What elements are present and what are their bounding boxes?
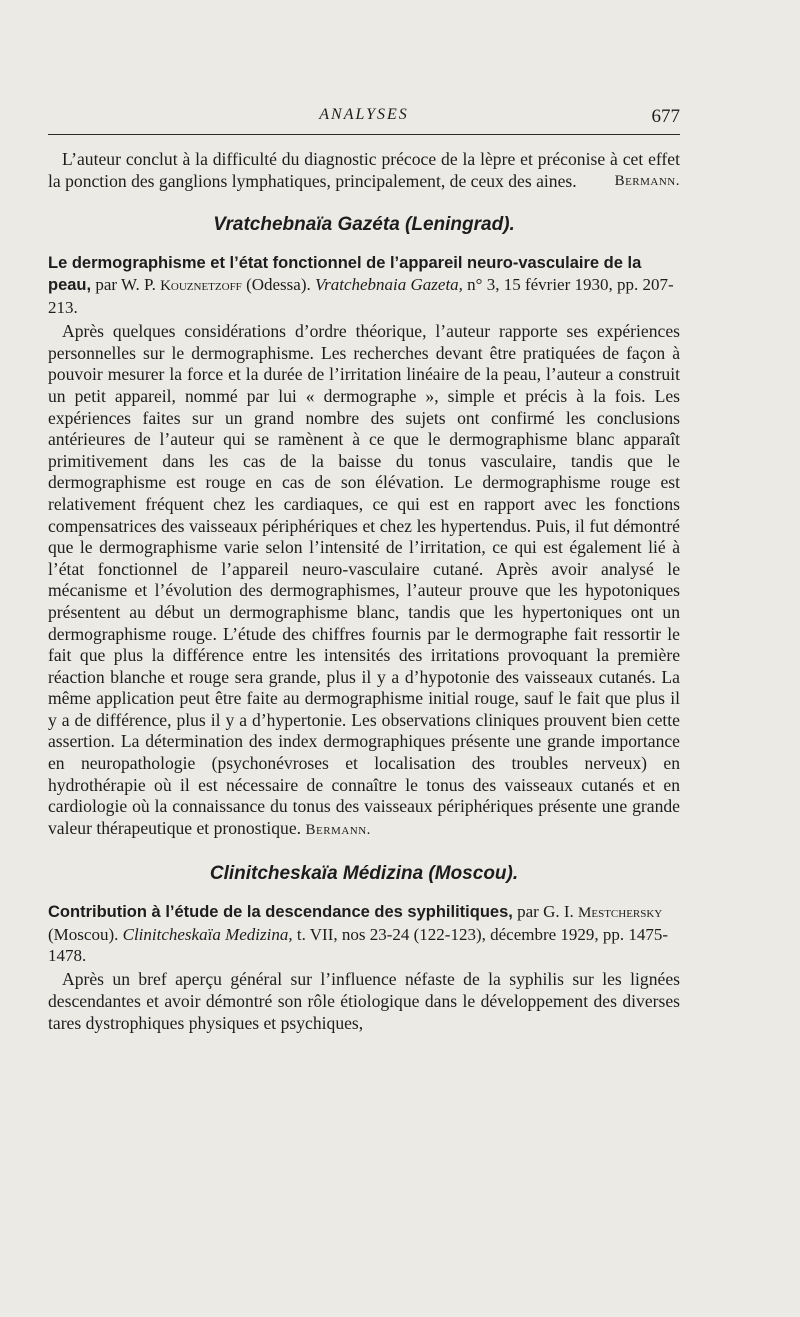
body-text: Après quelques considérations d’ordre théorique, l’auteur rapporte ses expériences personnelles sur le dermographisme. Les recherches devant être pratiquées de façon à pouvoir mesurer la force et la durée de l’irritation linéaire de la peau, l’auteur a construit un petit appareil, nommé par lui « dermographe », simple et précis à la fois. Les expériences faites sur un grand nombre des sujets ont confirmé les conclusions antérieures de l’auteur qui se ramènent à ce que le dermographisme blanc apparaît primitivement dans les cas de la baisse du tonus vasculaire, tandis que le dermographisme est rouge en cas de son élévation. Le dermographisme rouge est relativement fréquent chez les cardiaques, ce qui est en rapport avec les fonctions compensatrices des vaisseaux périphériques et chez les hypertendus. Puis, il fut démontré que le dermographisme varie selon l’intensité de l’irritation, ce qui est également lié à l’état fonctionnel de l’appareil neuro-vasculaire cutané. Après avoir analysé le mécanisme et l’évolution des dermographismes, l’auteur prouve que les hypotoniques présentent au début un dermographisme blanc, tandis que les hypertoniques ont un dermographisme rouge. L’étude des chiffres fournis par le dermographe fait ressortir le fait que plus la différence entre les intensités des irritations provoquant la première réaction blanche et rouge sera grande, plus il y a d’hypotonie des vaisseaux cutanés. La même application peut être faite au dermographisme initial rouge, sauf le fait que plus il y a de différence, plus il y a d’hypertonie. Les observations cliniques prouvent bien cette assertion. La détermination des index dermographiques présente une grande importance en neuropathologie (psychonévroses et localisation des troubles nerveux) en hydrothérapie où il est nécessaire de connaître le tonus des vaisseaux cutanés et en cardiologie où la connaissance du tonus des vaisseaux périphériques présente une grande valeur thérapeutique et pronostique.	[48, 321, 680, 838]
intro-signature: Bermann.	[614, 172, 680, 189]
article-by: par G. I.	[517, 902, 574, 922]
article-header-dermographisme	[48, 252, 680, 318]
intro-text: L’auteur conclut à la difficulté du diagnostic précoce de la lèpre et préconise à cet effet la ponction des ganglions lymphatiques, principalement, de ceux des aines.	[48, 149, 680, 191]
article-citation: n° 3, 15 février 1930, pp. 207-213.	[48, 275, 674, 318]
article-title: Le dermographisme et l’état fonctionnel de l’appareil neuro-vasculaire de la peau,	[48, 254, 642, 295]
running-title: ANALYSES	[319, 106, 409, 123]
article-author: Mestchersky	[578, 905, 663, 922]
running-head	[48, 100, 680, 135]
intro-paragraph	[48, 149, 680, 192]
article-body-syphilitiques	[48, 969, 680, 1034]
article-journal: Vratchebnaia Gazeta,	[314, 275, 463, 295]
section-heading-clinitcheskaia: Clinitcheskaïa Médizina (Moscou).	[209, 863, 519, 885]
body-text: Après un bref aperçu général sur l’influence néfaste de la syphilis sur les lignées descendantes et avoir démontré son rôle étiologique dans le développement des diverses tares dystrophiques physiques et psychiques,	[48, 969, 680, 1033]
article-title: Contribution à l’étude de la descendance des syphilitiques,	[48, 903, 513, 922]
page-number: 677	[651, 106, 680, 127]
article-author: Kouznetzoff	[160, 278, 242, 295]
article-body-dermographisme	[48, 321, 680, 841]
page	[48, 100, 680, 1034]
article-signature: Bermann.	[305, 821, 371, 838]
article-city: (Odessa).	[246, 275, 311, 295]
article-by: par W. P.	[95, 275, 156, 295]
section-heading-vratchebnaia: Vratchebnaïa Gazéta (Leningrad).	[213, 214, 515, 236]
article-header-syphilitiques	[48, 901, 680, 966]
article-journal: Clinitcheskaïa Medizina,	[122, 925, 293, 945]
article-city: (Moscou).	[48, 925, 119, 945]
article-citation: t. VII, nos 23-24 (122-123), décembre 1929, pp. 1475-1478.	[48, 925, 669, 966]
